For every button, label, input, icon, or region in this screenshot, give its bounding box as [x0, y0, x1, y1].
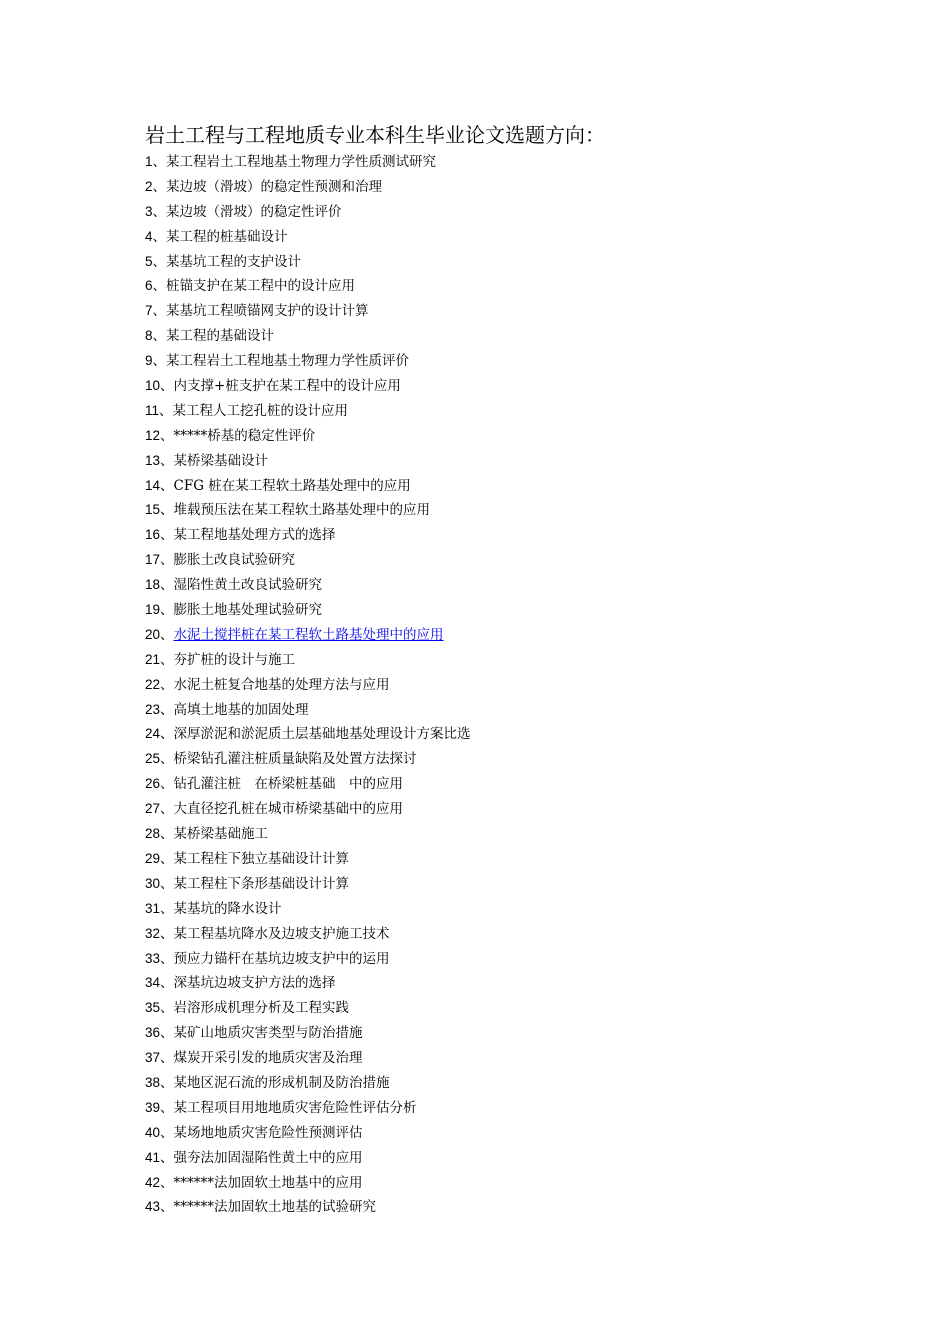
topic-item — [145, 623, 865, 648]
topic-text: 深厚淤泥和淤泥质土层基础地基处理设计方案比选 — [173, 726, 471, 743]
topic-text: 某基坑工程喷锚网支护的设计计算 — [166, 303, 369, 320]
topic-link[interactable]: 水泥土搅拌桩在某工程软土路基处理中的应用 — [173, 626, 444, 643]
topic-item — [145, 474, 865, 499]
topic-number: 1 — [145, 154, 153, 169]
topic-item — [145, 324, 865, 349]
topic-separator: 、 — [152, 278, 167, 295]
topic-item — [145, 1071, 865, 1096]
topic-item — [145, 274, 865, 299]
topic-separator: 、 — [160, 1050, 174, 1067]
topic-separator: 、 — [160, 826, 174, 843]
topic-text: 深基坑边坡支护方法的选择 — [173, 975, 336, 992]
topic-item — [145, 200, 865, 225]
topic-separator: 、 — [160, 477, 174, 494]
topic-number: 28 — [145, 826, 161, 842]
topic-text: 某边坡（滑坡）的稳定性评价 — [166, 203, 342, 220]
topic-item — [145, 673, 865, 698]
topic-number: 43 — [145, 1199, 161, 1215]
topic-separator: 、 — [152, 303, 167, 320]
topic-number: 24 — [145, 726, 161, 742]
topic-number: 6 — [145, 278, 153, 294]
topic-number: 18 — [145, 577, 161, 593]
topic-separator: 、 — [160, 726, 174, 743]
topic-text: 钻孔灌注桩 在桥梁桩基础 中的应用 — [173, 776, 404, 793]
topic-text: 膨胀土改良试验研究 — [173, 552, 296, 569]
topic-number: 32 — [145, 925, 161, 941]
topic-text: 某工程项目用地地质灾害危险性评估分析 — [173, 1099, 417, 1116]
topic-text: 某工程岩土工程地基土物理力学性质测试研究 — [166, 154, 437, 170]
topic-text: 某桥梁基础设计 — [173, 452, 269, 469]
topic-text: 夯扩桩的设计与施工 — [173, 651, 296, 668]
topic-number: 17 — [145, 552, 161, 568]
topic-text: 某工程的基础设计 — [166, 328, 275, 345]
topic-item — [145, 1171, 865, 1196]
topic-text: ******法加固软土地基中的应用 — [173, 1174, 363, 1191]
topic-number: 27 — [145, 801, 161, 817]
topic-separator: 、 — [160, 875, 174, 892]
topic-text: 某桥梁基础施工 — [173, 826, 269, 843]
topic-number: 41 — [145, 1149, 161, 1165]
topic-item — [145, 548, 865, 573]
topic-text: 膨胀土地基处理试验研究 — [173, 602, 323, 619]
topic-number: 26 — [145, 776, 161, 792]
topic-number: 12 — [145, 427, 161, 443]
topic-separator: 、 — [160, 701, 174, 718]
topic-text: 某场地地质灾害危险性预测评估 — [173, 1124, 363, 1141]
topic-text: 某工程地基处理方式的选择 — [173, 527, 336, 544]
topic-text: 湿陷性黄土改良试验研究 — [173, 577, 323, 594]
topic-text: *****桥基的稳定性评价 — [173, 427, 316, 444]
topic-item — [145, 872, 865, 897]
document-page — [145, 120, 865, 1220]
topic-number: 33 — [145, 950, 161, 966]
topic-number: 2 — [145, 178, 153, 194]
topic-number: 11 — [145, 402, 160, 418]
topic-number: 14 — [145, 477, 161, 493]
topic-separator: 、 — [160, 925, 174, 942]
topic-item — [145, 299, 865, 324]
topic-item — [145, 250, 865, 275]
topic-separator: 、 — [160, 602, 174, 619]
topic-separator: 、 — [160, 1000, 174, 1017]
topic-item — [145, 150, 865, 175]
topic-number: 16 — [145, 527, 161, 543]
topic-text: 某工程柱下条形基础设计计算 — [173, 875, 350, 892]
topic-separator: 、 — [160, 850, 174, 867]
topic-number: 39 — [145, 1099, 161, 1115]
topic-list — [145, 150, 865, 1220]
topic-number: 21 — [145, 651, 161, 667]
topic-text: 某地区泥石流的形成机制及防治措施 — [173, 1074, 390, 1091]
topic-text: ******法加固软土地基的试验研究 — [173, 1199, 377, 1216]
topic-number: 13 — [145, 452, 161, 468]
topic-number: 30 — [145, 875, 161, 891]
topic-item — [145, 598, 865, 623]
topic-text: 煤炭开采引发的地质灾害及治理 — [173, 1050, 363, 1067]
topic-item — [145, 971, 865, 996]
topic-text: 桥梁钻孔灌注桩质量缺陷及处置方法探讨 — [173, 751, 417, 768]
topic-number: 37 — [145, 1050, 161, 1066]
topic-separator: 、 — [160, 900, 174, 917]
topic-item — [145, 374, 865, 399]
topic-separator: 、 — [152, 154, 167, 170]
topic-item — [145, 922, 865, 947]
topic-text: 堆载预压法在某工程软土路基处理中的应用 — [173, 502, 431, 519]
topic-text: 某工程岩土工程地基土物理力学性质评价 — [166, 353, 410, 370]
topic-separator: 、 — [160, 751, 174, 768]
topic-text: 某工程的桩基础设计 — [166, 228, 288, 245]
topic-number: 40 — [145, 1124, 161, 1140]
topic-item — [145, 648, 865, 673]
topic-item — [145, 797, 865, 822]
topic-item — [145, 897, 865, 922]
topic-item — [145, 498, 865, 523]
topic-separator: 、 — [152, 203, 167, 220]
topic-separator: 、 — [160, 527, 174, 544]
topic-number: 29 — [145, 850, 161, 866]
topic-number: 9 — [145, 353, 153, 369]
topic-text: CFG 桩在某工程软土路基处理中的应用 — [173, 477, 411, 494]
topic-text: 桩锚支护在某工程中的设计应用 — [166, 278, 356, 295]
topic-text: 强夯法加固湿陷性黄土中的应用 — [173, 1149, 363, 1166]
topic-number: 5 — [145, 253, 153, 269]
topic-number: 19 — [145, 602, 161, 618]
topic-separator: 、 — [152, 178, 167, 195]
topic-item — [145, 698, 865, 723]
topic-separator: 、 — [160, 502, 174, 519]
topic-item — [145, 523, 865, 548]
topic-separator: 、 — [160, 676, 174, 693]
document-title: 岩土工程与工程地质专业本科生毕业论文选题方向： — [145, 123, 605, 147]
topic-item — [145, 1021, 865, 1046]
topic-item — [145, 996, 865, 1021]
topic-item — [145, 449, 865, 474]
topic-number: 20 — [145, 626, 161, 642]
topic-text: 大直径挖孔桩在城市桥梁基础中的应用 — [173, 801, 404, 818]
topic-text: 某工程基坑降水及边坡支护施工技术 — [173, 925, 390, 942]
topic-text: 某矿山地质灾害类型与防治措施 — [173, 1025, 363, 1042]
topic-number: 22 — [145, 676, 161, 692]
topic-separator: 、 — [160, 1199, 174, 1216]
topic-number: 3 — [145, 203, 153, 219]
topic-separator: 、 — [160, 378, 174, 395]
topic-item — [145, 175, 865, 200]
topic-number: 10 — [145, 378, 161, 394]
topic-text: 某工程人工挖孔桩的设计应用 — [172, 402, 349, 419]
topic-separator: 、 — [152, 228, 167, 245]
topic-number: 23 — [145, 701, 161, 717]
topic-number: 4 — [145, 228, 153, 244]
topic-separator: 、 — [160, 1099, 174, 1116]
topic-separator: 、 — [160, 801, 174, 818]
topic-number: 7 — [145, 303, 153, 319]
topic-text: 预应力锚杆在基坑边坡支护中的运用 — [173, 950, 390, 967]
topic-number: 34 — [145, 975, 161, 991]
topic-item — [145, 1146, 865, 1171]
topic-text: 岩溶形成机理分析及工程实践 — [173, 1000, 350, 1017]
topic-number: 42 — [145, 1174, 161, 1190]
topic-number: 38 — [145, 1074, 161, 1090]
topic-item — [145, 573, 865, 598]
topic-number: 15 — [145, 502, 161, 518]
topic-separator: 、 — [152, 253, 167, 270]
topic-item — [145, 1096, 865, 1121]
topic-separator: 、 — [160, 1025, 174, 1042]
topic-item — [145, 1195, 865, 1220]
topic-separator: 、 — [160, 1149, 174, 1166]
topic-item — [145, 772, 865, 797]
topic-item — [145, 822, 865, 847]
topic-separator: 、 — [160, 1124, 174, 1141]
topic-item — [145, 722, 865, 747]
topic-text: 水泥土桩复合地基的处理方法与应用 — [173, 676, 390, 693]
topic-text: 某工程柱下独立基础设计计算 — [173, 850, 350, 867]
topic-text: 高填土地基的加固处理 — [173, 701, 309, 718]
topic-separator: 、 — [160, 626, 174, 643]
topic-number: 25 — [145, 751, 161, 767]
topic-separator: 、 — [160, 1174, 174, 1191]
topic-number: 35 — [145, 1000, 161, 1016]
topic-separator: 、 — [160, 975, 174, 992]
topic-separator: 、 — [160, 452, 174, 469]
topic-item — [145, 947, 865, 972]
topic-text: 某基坑的降水设计 — [173, 900, 282, 917]
topic-text: 内支撑+桩支护在某工程中的设计应用 — [173, 378, 401, 395]
topic-separator: 、 — [160, 776, 174, 793]
topic-number: 31 — [145, 900, 161, 916]
topic-item — [145, 847, 865, 872]
topic-text: 某边坡（滑坡）的稳定性预测和治理 — [166, 178, 383, 195]
topic-item — [145, 1121, 865, 1146]
topic-number: 36 — [145, 1025, 161, 1041]
topic-item — [145, 349, 865, 374]
topic-item — [145, 225, 865, 250]
topic-item — [145, 399, 865, 424]
topic-separator: 、 — [160, 651, 174, 668]
topic-separator: 、 — [159, 402, 173, 419]
topic-separator: 、 — [160, 427, 174, 444]
topic-text: 某基坑工程的支护设计 — [166, 253, 302, 270]
topic-separator: 、 — [160, 552, 174, 569]
topic-item — [145, 747, 865, 772]
topic-separator: 、 — [160, 1074, 174, 1091]
topic-item — [145, 1046, 865, 1071]
topic-separator: 、 — [160, 577, 174, 594]
topic-number: 8 — [145, 328, 153, 344]
topic-separator: 、 — [152, 353, 167, 370]
topic-item — [145, 424, 865, 449]
topic-separator: 、 — [152, 328, 167, 345]
topic-separator: 、 — [160, 950, 174, 967]
